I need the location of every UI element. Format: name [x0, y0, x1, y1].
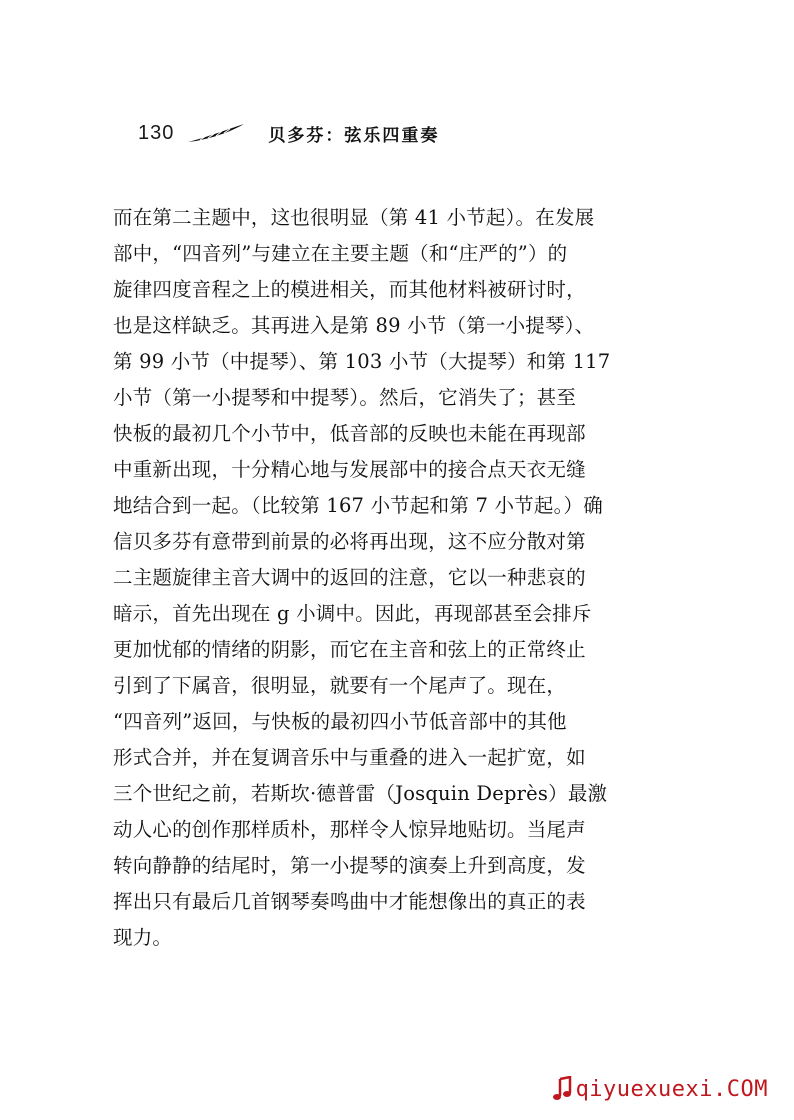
text-line: 快板的最初几个小节中，低音部的反映也未能在再现部	[113, 422, 586, 445]
text-line: 引到了下属音，很明显，就要有一个尾声了。现在，	[113, 674, 567, 697]
text-line: “四音列”返回，与快板的最初四小节低音部中的其他	[113, 710, 567, 733]
music-note-icon	[552, 1076, 574, 1102]
text-line: 暗示，首先出现在 g 小调中。因此，再现部甚至会排斥	[113, 602, 592, 625]
text-line: 而在第二主题中，这也很明显（第 41 小节起）。在发展	[113, 206, 595, 229]
text-line: 旋律四度音程之上的模进相关，而其他材料被研讨时，	[113, 278, 586, 301]
watermark	[552, 1076, 768, 1102]
text-line: 现力。	[113, 926, 173, 949]
text-line: 二主题旋律主音大调中的返回的注意，它以一种悲哀的	[113, 566, 586, 589]
text-line: 第 99 小节（中提琴）、第 103 小节（大提琴）和第 117	[113, 350, 611, 373]
text-line: 地结合到一起。（比较第 167 小节起和第 7 小节起。）确	[113, 494, 603, 517]
page-header	[138, 116, 439, 150]
body-text	[113, 200, 673, 956]
watermark-text: qiyuexuexi.COM	[575, 1076, 768, 1102]
text-line: 更加忧郁的情绪的阴影，而它在主音和弦上的正常终止	[113, 638, 586, 661]
quill-ornament-icon	[186, 122, 246, 144]
running-title: 贝多芬：弦乐四重奏	[268, 125, 440, 146]
text-line: 三个世纪之前，若斯坎·德普雷（Josquin Deprès）最激	[113, 782, 608, 805]
page-number: 130	[138, 121, 175, 144]
text-line: 信贝多芬有意带到前景的必将再出现，这不应分散对第	[113, 530, 586, 553]
text-line: 也是这样缺乏。其再进入是第 89 小节（第一小提琴）、	[113, 314, 595, 337]
text-line: 转向静静的结尾时，第一小提琴的演奏上升到高度，发	[113, 854, 586, 877]
text-line: 动人心的创作那样质朴，那样令人惊异地贴切。当尾声	[113, 818, 586, 841]
text-line: 形式合并，并在复调音乐中与重叠的进入一起扩宽，如	[113, 746, 586, 769]
text-line: 部中，“四音列”与建立在主要主题（和“庄严的”）的	[113, 242, 568, 265]
text-line: 挥出只有最后几首钢琴奏鸣曲中才能想像出的真正的表	[113, 890, 586, 913]
text-line: 小节（第一小提琴和中提琴）。然后，它消失了；甚至	[113, 386, 577, 409]
text-line: 中重新出现，十分精心地与发展部中的接合点天衣无缝	[113, 458, 586, 481]
